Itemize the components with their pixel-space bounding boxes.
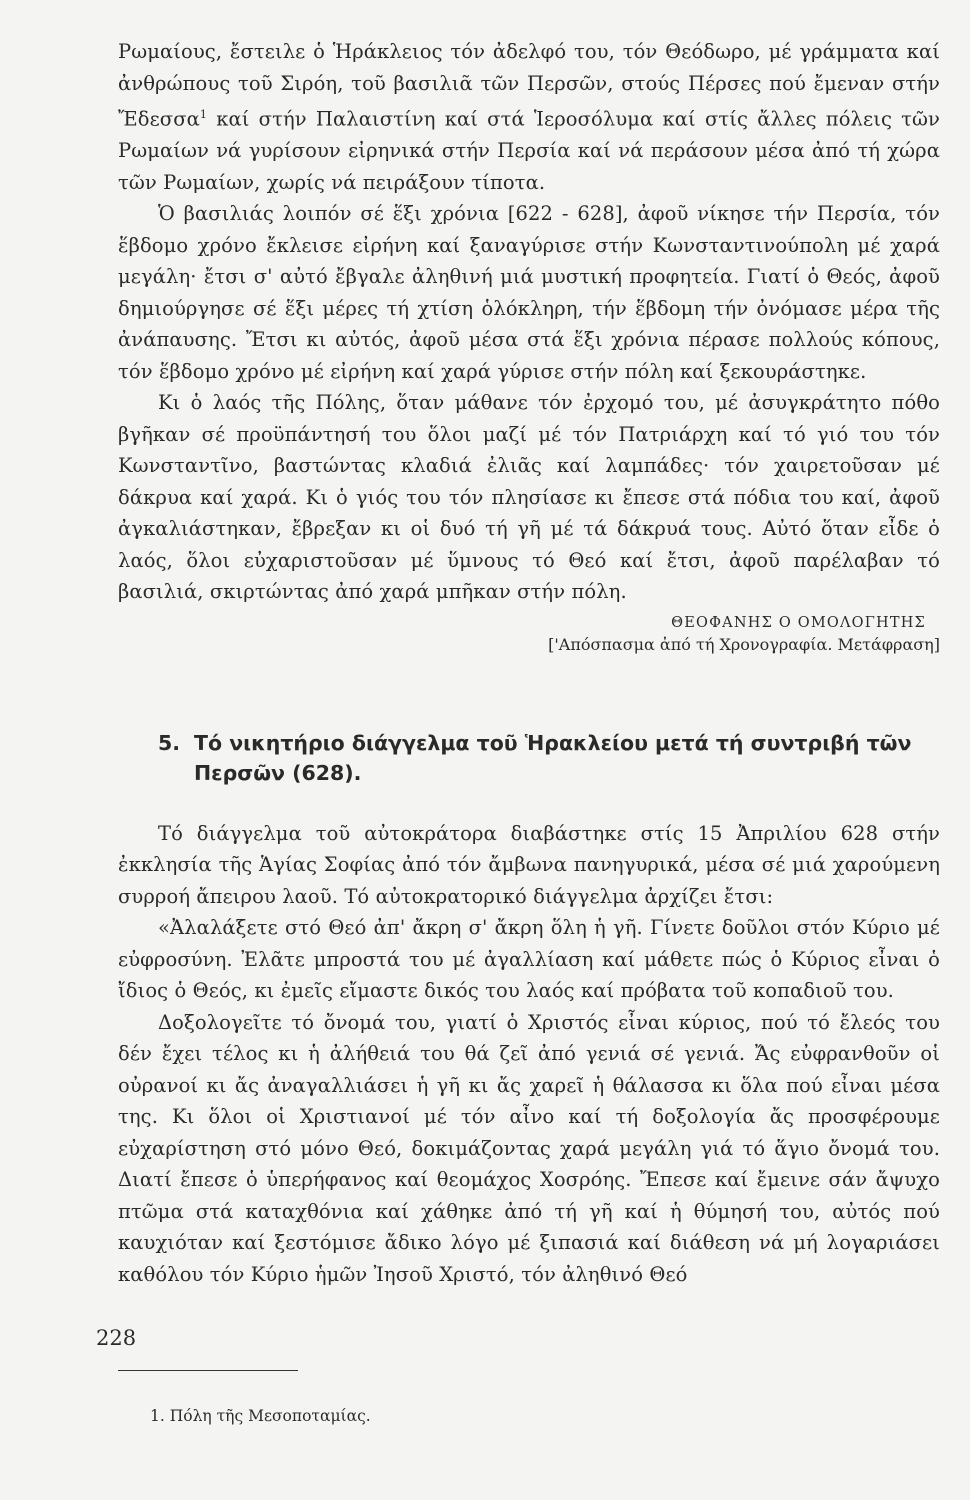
footnote-divider (118, 1370, 298, 1371)
body-paragraph: Δοξολογεῖτε τό ὄνομά του, γιατί ὁ Χριστός εἶναι κύριος, πού τό ἔλεός του δέν ἔχει τέλος κι ἡ ἀλήθειά του θά ζεῖ ἀπό γενιά σέ γενιά. Ἄς εὐφρανθοῦν οἱ οὐρανοί κι ἄς ἀναγαλλιάσει ἡ γῆ κι ἄς χαρεῖ ἡ θάλασσα κι ὅλα πού εἶναι μέσα της. Κι ὅλοι οἱ Χριστιανοί μέ τόν αἶνο καί τή δοξολογία ἄς προσφέρουμε εὐχαρίστηση στό μόνο Θεό, δοκιμάζοντας χαρά μεγάλη γιά τό ἅγιο ὄνομά του. Διατί ἔπεσε ὁ ὑπερήφανος καί θεομάχος Χοσρόης. Ἔπεσε καί ἔμεινε σάν ἄψυχο πτῶμα στά καταχθόνια καί χάθηκε ἀπό τή γῆ καί ἡ θύμησή του, αὐτός πού καυχιόταν καί ξεστόμισε ἄδικο λόγο μέ ξιπασιά καί διάθεση νά μή λογαριάσει καθόλου τόν Κύριο ἡμῶν Ἰησοῦ Χριστό, τόν ἀληθινό Θεό (118, 1010, 940, 1286)
section-title: Τό νικητήριο διάγγελμα τοῦ Ἡρακλείου μετά τή συντριβή τῶν Περσῶν (628). (194, 730, 912, 785)
page-number: 228 (96, 1326, 137, 1350)
section-number: 5. (158, 730, 181, 755)
body-paragraph: Κι ὁ λαός τῆς Πόλης, ὅταν μάθανε τόν ἐρχομό του, μέ ἀσυγκράτητο πόθο βγῆκαν σέ προϋπάντησή του ὅλοι μαζί μέ τόν Πατριάρχη καί τό γιό του τόν Κωνσταντῖνο, βαστώντας κλαδιά ἐλιᾶς καί λαμπάδες· τόν χαιρετοῦσαν μέ δάκρυα καί χαρά. Κι ὁ γιός του τόν πλησίασε κι ἔπεσε στά πόδια του καί, ἀφοῦ ἀγκαλιάστηκαν, ἔβρεξαν κι οἱ δυό τή γῆ μέ τά δάκρυά τους. Αὐτό ὅταν εἶδε ὁ λαός, ὅλοι εὐχαριστοῦσαν μέ ὕμνους τό Θεό καί ἔτσι, ἀφοῦ παρέλαβαν τό βασιλιά, σκιρτώντας ἀπό χαρά μπῆκαν στήν πόλη. (118, 391, 940, 603)
attribution-author: ΘΕΟΦΑΝΗΣ Ο ΟΜΟΛΟΓΗΤΗΣ (671, 614, 926, 631)
body-paragraph: Ρωμαίους, ἔστειλε ὁ Ἡράκλειος τόν ἀδελφό του, τόν Θεόδωρο, μέ γράμματα καί ἀνθρώπους τοῦ Σιρόη, τοῦ βασιλιᾶ τῶν Περσῶν, στούς Πέρσες πού ἔμεναν στήν Ἔδεσσα$^1$ καί στήν Παλαιστίνη καί στά Ἱεροσόλυμα καί στίς ἄλλες πόλεις τῶν Ρωμαίων νά γυρίσουν εἰρηνικά στήν Περσία καί νά περάσουν μέσα ἀπό τή χώρα τῶν Ρωμαίων, χωρίς νά πειράξουν τίποτα. (118, 40, 940, 194)
body-paragraph: Ὁ βασιλιάς λοιπόν σέ ἕξι χρόνια [622 - 628], ἀφοῦ νίκησε τήν Περσία, τόν ἕβδομο χρόνο ἔκλεισε εἰρήνη καί ξαναγύρισε στήν Κωνσταντινούπολη μέ χαρά μεγάλη· ἔτσι σ' αὐτό ἔβγαλε ἀληθινή μιά μυστική προφητεία. Γιατί ὁ Θεός, ἀφοῦ δημιούργησε σέ ἕξι μέρες τή χτίση ὁλόκληρη, τήν ἕβδομη τήν ὀνόμασε μέρα τῆς ἀνάπαυσης. Ἔτσι κι αὐτός, ἀφοῦ μέσα στά ἕξι χρόνια πέρασε πολλούς κόπους, τόν ἕβδομο χρόνο μέ εἰρήνη καί χαρά γύρισε στήν πόλη καί ξεκουράστηκε. (118, 202, 940, 383)
body-paragraph: Τό διάγγελμα τοῦ αὐτοκράτορα διαβάστηκε στίς 15 Ἀπριλίου 628 στήν ἐκκλησία τῆς Ἁγίας Σοφίας ἀπό τόν ἄμβωνα πανηγυρικά, μέσα σέ μιά χαρούμενη συρροή ἄπειρου λαοῦ. Τό αὐτοκρατορικό διάγγελμα ἀρχίζει ἔτσι: (118, 821, 940, 908)
footnote: 1. Πόλη τῆς Μεσοποταμίας. (150, 1407, 371, 1425)
body-paragraph: «Ἀλαλάξετε στό Θεό ἀπ' ἄκρη σ' ἄκρη ὅλη ἡ γῆ. Γίνετε δοῦλοι στόν Κύριο μέ εὐφροσύνη. Ἐλᾶτε μπροστά του μέ ἀγαλλίαση καί μάθετε πώς ὁ Κύριος εἶναι ὁ ἴδιος ὁ Θεός, κι ἐμεῖς εἴμαστε δικός του λαός καί πρόβατα τοῦ κοπαδιοῦ του. (118, 916, 940, 1002)
section-heading (158, 728, 940, 788)
footnote-marker: 1 (199, 108, 208, 121)
attribution-source: ['Απόσπασμα ἀπό τή Χρονογραφία. Μετάφραση] (548, 634, 940, 654)
